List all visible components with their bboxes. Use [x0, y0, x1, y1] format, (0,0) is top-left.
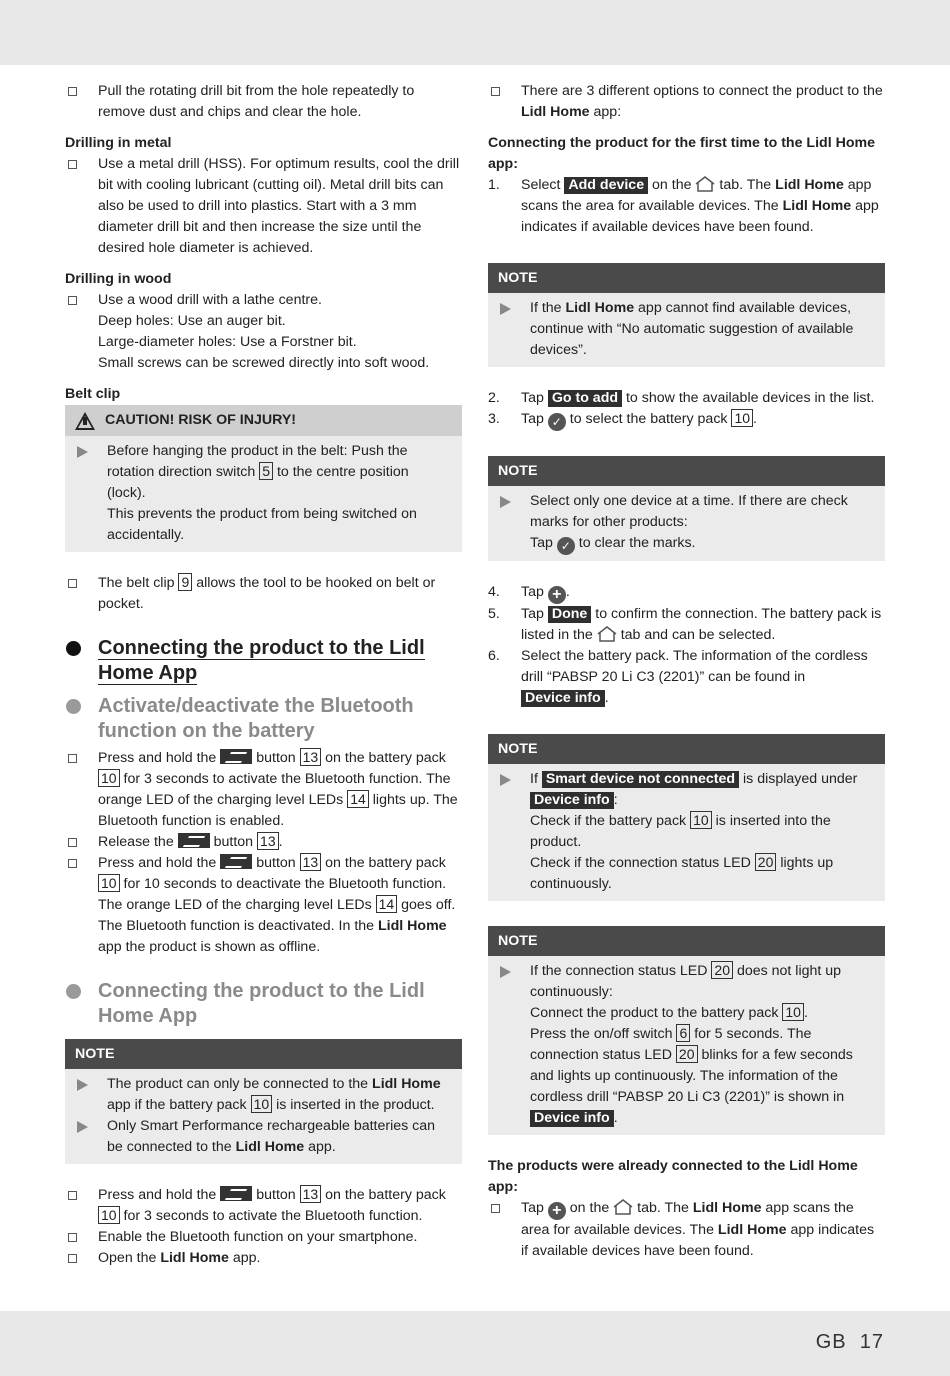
section-heading-connecting: Connecting the product to the Lidl Home App	[65, 979, 462, 1029]
note-box: NOTE If the connection status LED 20 does not light up continuously: Connect the product to the battery pack 10 . Press the on/off switch 6 for 5 seconds. The connection status LED 20 blinks for a few seconds and lights up continuously. The information of the cordless drill “PABSP 20 Li C3 (2201)” is shown in Device info .	[488, 926, 885, 1135]
list-item: Tap + on the tab. The Lidl Home app scans the area for available devices. The Lidl Home app indicates if available devices have been found.	[488, 1198, 885, 1262]
caution-box: CAUTION! RISK OF INJURY! Before hanging the product in the belt: Push the rotation direction switch 5 to the centre position (lock). This prevents the product from being switched on accidentally.	[65, 405, 462, 552]
footer-bar	[0, 1311, 950, 1376]
list-item: Open the Lidl Home app.	[65, 1248, 462, 1269]
check-icon: ✓	[548, 413, 566, 431]
list-item: Use a wood drill with a lathe centre. Deep holes: Use an auger bit. Large-diameter holes: Use a Forstner bit. Small screws can be screwed directly into soft wood.	[65, 290, 462, 374]
done-label: Done	[548, 606, 591, 623]
arrow-icon	[500, 496, 511, 508]
step-2: 2. Tap Go to add to show the available devices in the list.	[488, 390, 875, 406]
note-box: NOTE If the Lidl Home app cannot find available devices, continue with “No automatic suggestion of available devices”.	[488, 263, 885, 367]
step-6: 6. Select the battery pack. The information of the cordless drill “PABSP 20 Li C3 (2201)” can be found in Device info .	[488, 648, 868, 706]
list-item: Use a metal drill (HSS). For optimum results, cool the drill bit with cooling lubricant (cutting oil). Metal drill bits can also be used to drill into plastics. Start with a 3 mm diameter drill bit and then increase the size until the desired hole diameter is achieved.	[65, 154, 462, 259]
step-4: 4. Tap + .	[488, 584, 570, 603]
check-icon: ✓	[557, 537, 575, 555]
list-item: Press and hold the button 13 on the battery pack 10 for 10 seconds to deactivate the Bluetooth function. The orange LED of the charging level LEDs 14 goes off. The Bluetooth function is deactivated. In the Lidl Home app the product is shown as offline.	[65, 853, 462, 958]
arrow-icon	[500, 303, 511, 315]
home-tab-icon	[597, 626, 617, 642]
bluetooth-button-icon	[178, 833, 210, 848]
home-tab-icon	[695, 176, 715, 192]
heading-metal: Drilling in metal	[65, 135, 172, 151]
list-item: Press and hold the button 13 on the battery pack 10 for 3 seconds to activate the Bluetooth function. The orange LED of the charging level LEDs 14 lights up. The Bluetooth function is enabled.	[65, 748, 462, 832]
bluetooth-button-icon	[220, 1186, 252, 1201]
list-item: Pull the rotating drill bit from the hole repeatedly to remove dust and chips and clear the hole.	[65, 81, 462, 123]
heading-wood: Drilling in wood	[65, 271, 172, 287]
list-item: Release the button 13 .	[65, 832, 462, 853]
heading-first-time: Connecting the product for the first time to the Lidl Home app:	[488, 135, 875, 172]
step-1: 1. Select Add device on the tab. The Lidl Home app scans the area for available devices. The Lidl Home app indicates if available devices have been found.	[488, 177, 879, 235]
list-item: Press and hold the button 13 on the battery pack 10 for 3 seconds to activate the Bluetooth function.	[65, 1185, 462, 1227]
device-info-label: Device info	[521, 690, 605, 707]
arrow-icon	[500, 966, 511, 978]
arrow-icon	[77, 1121, 88, 1133]
step-5: 5. Tap Done to confirm the connection. The battery pack is listed in the tab and can be selected.	[488, 606, 882, 643]
section-heading-bluetooth: Activate/deactivate the Bluetooth function on the battery	[65, 694, 462, 744]
list-item: The belt clip 9 allows the tool to be hooked on belt or pocket.	[65, 573, 462, 615]
header-bar	[0, 0, 950, 65]
arrow-icon	[77, 446, 88, 458]
step-3: 3. Tap ✓ to select the battery pack 10 .	[488, 410, 757, 429]
add-device-label: Add device	[564, 177, 648, 194]
list-item: There are 3 different options to connect the product to the Lidl Home app:	[488, 81, 885, 123]
heading-already-connected: The products were already connected to the Lidl Home app:	[488, 1158, 858, 1195]
arrow-icon	[500, 774, 511, 786]
note-box: NOTE If Smart device not connected is displayed under Device info : Check if the battery pack 10 is inserted into the product. Check if the connection status LED 20 lights up continuously.	[488, 734, 885, 901]
plus-icon: +	[548, 1202, 566, 1220]
go-to-add-label: Go to add	[548, 390, 622, 407]
right-column	[488, 81, 885, 1262]
arrow-icon	[77, 1079, 88, 1091]
bluetooth-button-icon	[220, 854, 252, 869]
note-box: NOTE The product can only be connected to the Lidl Home app if the battery pack 10 is inserted in the product. Only Smart Performance rechargeable batteries can be connected to the Lidl Home app.	[65, 1039, 462, 1164]
plus-icon: +	[548, 586, 566, 604]
page-number: GB 17	[815, 1331, 884, 1353]
heading-belt-clip: Belt clip	[65, 386, 121, 402]
bluetooth-button-icon	[220, 749, 252, 764]
warning-icon	[75, 412, 95, 430]
note-box: NOTE Select only one device at a time. If there are check marks for other products: Tap ✓ to clear the marks.	[488, 456, 885, 561]
list-item: Enable the Bluetooth function on your smartphone.	[65, 1227, 462, 1248]
section-heading-main: Connecting the product to the Lidl Home App	[65, 636, 462, 686]
home-tab-icon	[613, 1199, 633, 1215]
left-column	[65, 81, 462, 1269]
